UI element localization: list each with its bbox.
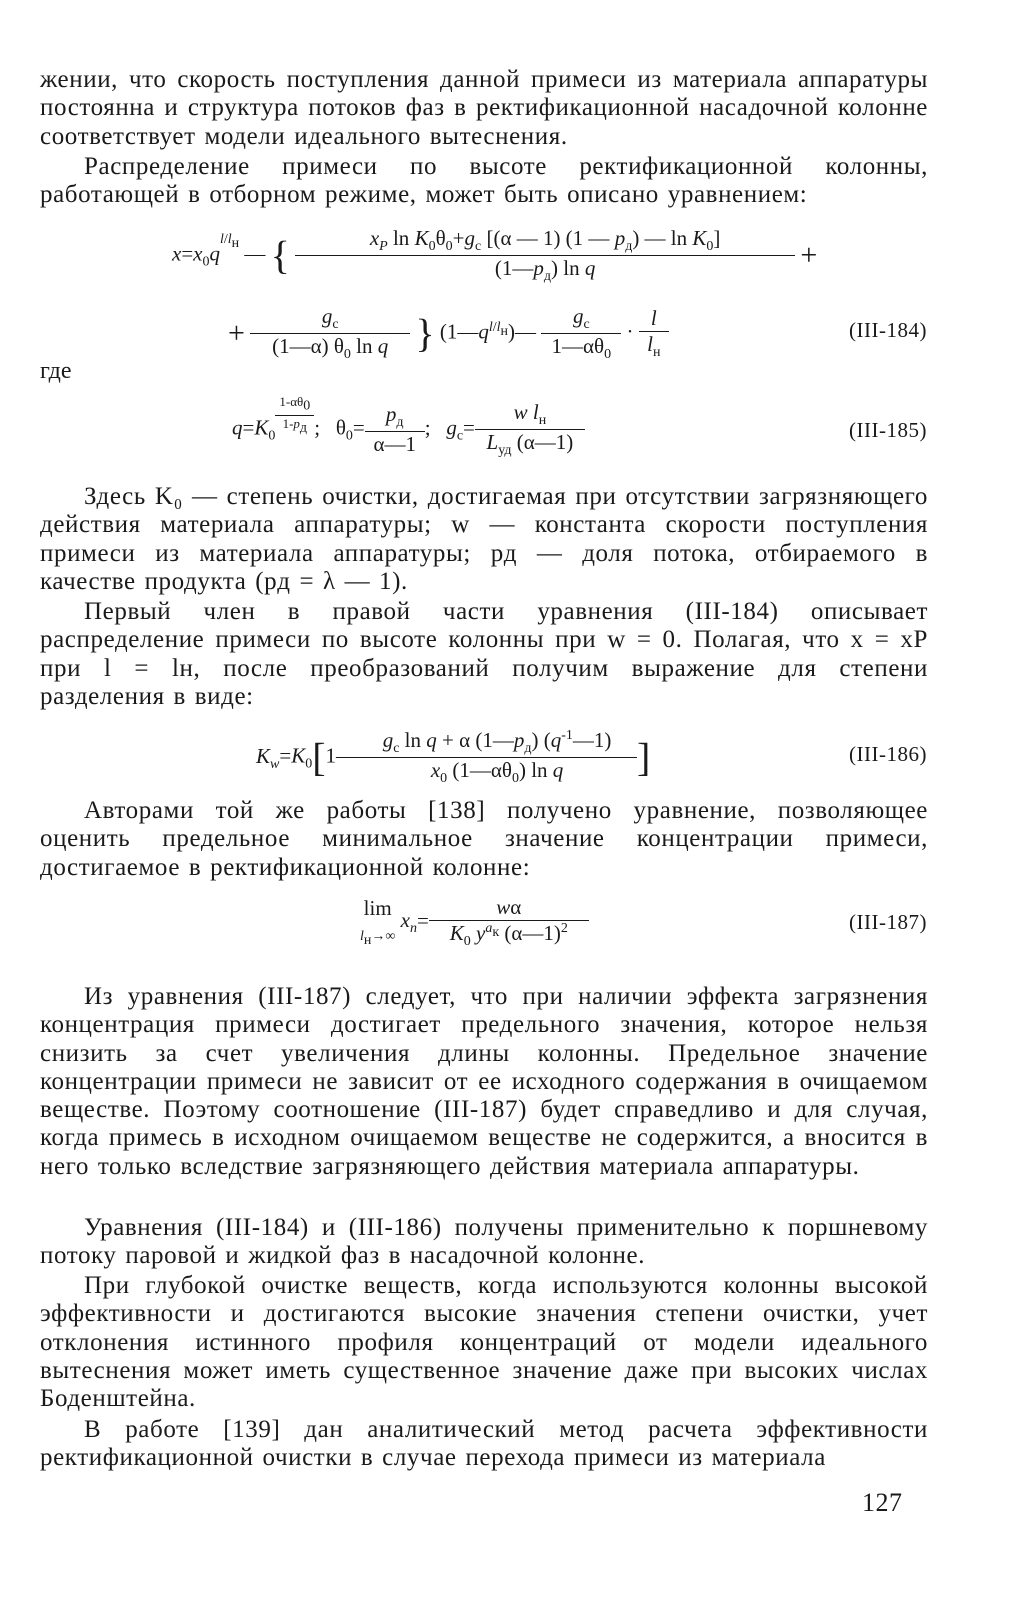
paragraph-authors: Авторами той же работы [138] получено уравнение, позволяющее оценить предельное минимальное значение концентрации примеси, достигаемое в ректификационной колонне: — [40, 797, 928, 881]
equation-187: lim $l_н\to\infty$ $x_n=$ $\frac{w\alpha}{K_0 y^{a_к} (\alpha—1)^2}$ — [360, 895, 589, 950]
equation-185: $q=K_0$ $^{\frac{1-\alpha\theta_0}{1-p_д}}$ ; $\theta_0=$ $\frac{p_д}{\alpha—1}$ ; $g_c=$ $\frac{w l_н}{L_{уд} (\alpha—1)}$ — [232, 400, 585, 459]
paragraph-piston-flow: Уравнения (III-184) и (III-186) получены применительно к поршневому потоку паровой и жидкой фаз в насадочной колонне. — [40, 1214, 928, 1270]
paragraph-first-term: Первый член в правой части уравнения (III-184) описывает распределение примеси по высоте колонны при w = 0. Полагая, что x = xP при l = lн, после преобразований получим выражение для степени разделения в виде: — [40, 598, 928, 710]
paragraph-distribution: Распределение примеси по высоте ректификационной колонны, работающей в отборном режиме, может быть описано уравнением: — [40, 153, 928, 209]
paragraph-definitions: Здесь K₀ — степень очистки, достигаемая при отсутствии загрязняющего действия материала аппаратуры; w — константа скорости поступления примеси из материала аппаратуры; pд — доля потока, отбираемого в качестве продукта (pд = λ — 1). — [40, 483, 928, 595]
equation-186-number: (III-186) — [849, 742, 927, 766]
where-label: где — [40, 358, 72, 384]
paragraph-conclusion: Из уравнения (III-187) следует, что при наличии эффекта загрязнения концентрация примеси достигает предельного значения, которое нельзя снизить за счет увеличения длины колонны. Предельное значение концентрации примеси не зависит от ее исходного содержания в очищаемом веществе. Поэтому соотношение (III-187) будет справедливо и для случая, когда примесь в исходном очищаемом веществе не содержится, а вносится в него только вследствие загрязняющего действия материала аппаратуры. — [40, 983, 928, 1180]
paragraph-analytical-method: В работе [139] дан аналитический метод расчета эффективности ректификационной очистки в случае перехода примеси из материала — [40, 1416, 928, 1472]
equation-184-line1: $x=x_0q^{l/l_н}$ — { $\frac{x_P \ln K_0\theta_0+g_c [(\alpha — 1) (1 — p_д) — \ln K_0]}{(1—p_д) \ln q}$ + — [172, 226, 818, 285]
equation-187-number: (III-187) — [849, 910, 927, 934]
equation-184-number: (III-184) — [849, 318, 927, 342]
paragraph-deep-purification: При глубокой очистке веществ, когда используются колонны высокой эффективности и достигаются высокие значения степени очистки, учет отклонения истинного профиля концентраций от модели идеального вытеснения может иметь существенное значение даже при высоких числах Боденштейна. — [40, 1272, 928, 1413]
page-number: 127 — [862, 1488, 903, 1517]
paragraph-continuation: жении, что скорость поступления данной примеси из материала аппаратуры постоянна и структура потоков фаз в ректификационной насадочной колонне соответствует модели идеального вытеснения. — [40, 66, 928, 150]
equation-186: $K_w=K_0[1—$ $\frac{g_c \ln q + \alpha (1—p_д) (q^{-1}—1)}{x_0 (1—\alpha\theta_0) \ln q}$ ] — [256, 728, 651, 787]
equation-185-number: (III-185) — [849, 418, 927, 442]
equation-184-line2: + $\frac{g_c}{(1—\alpha) \theta_0 \ln q}$ } $(1—q^{l/l_н})—$ $\frac{g_c}{1—\alpha\theta_0}$ · $\frac{l}{l_н}$ — [228, 304, 669, 363]
